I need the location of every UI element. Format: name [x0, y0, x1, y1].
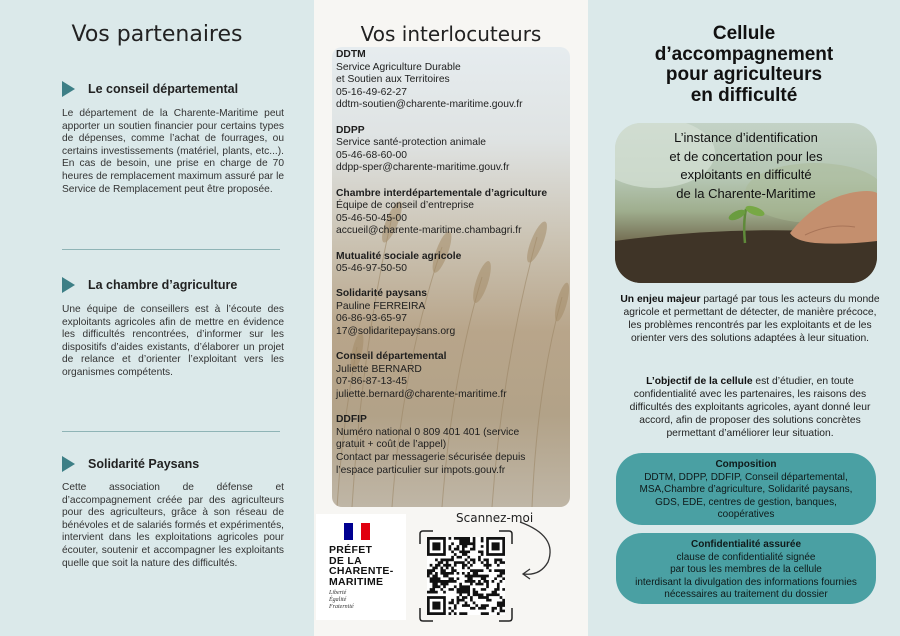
contact-name: DDTM — [336, 49, 366, 60]
section-heading-solidarite — [62, 456, 199, 472]
section-heading-chambre — [62, 277, 237, 293]
contact-line: Pauline FERREIRA — [336, 300, 426, 312]
confidentialite-pill — [616, 533, 876, 604]
partners-column — [0, 0, 314, 636]
motto-line: Égalité — [329, 597, 347, 603]
prefet-line: CHARENTE- — [329, 565, 394, 577]
conf-title: Confidentialité assurée — [690, 539, 802, 550]
heading-text: Solidarité Paysans — [88, 457, 200, 471]
contact-solidarite — [336, 288, 568, 338]
contact-name: DDFIP — [336, 414, 367, 426]
prefet-line: MARITIME — [329, 575, 384, 588]
contact-ddfip — [336, 414, 568, 477]
title-line: d’accompagnement — [654, 43, 834, 65]
contact-email[interactable]: ddpp-sper@charente-maritime.gouv.fr — [336, 162, 510, 174]
section-text-chambre: Une équipe de conseillers est à l’écoute des exploitants agricoles afin de mettre en évidence les difficultés rencontrées, d’informer sur les dispositifs d’aides existants, d’élaborer un projet de relance et d’orienter l’exploitant vers les organismes compétents. — [62, 304, 284, 378]
triangle-bullet-icon — [62, 81, 75, 97]
caption-line: L’instance d’identification — [674, 130, 818, 145]
caption-line: exploitants en difficulté — [680, 167, 812, 182]
caption-line: et de concertation pour les — [669, 148, 823, 164]
contact-email[interactable]: juliette.bernard@charente-maritime.fr — [336, 389, 507, 401]
enjeu-bold: Un enjeu majeur — [620, 294, 701, 305]
section-text-solidarite: Cette association de défense et d’accompagnement créée par des agriculteurs pour des agriculteurs, grâce à son réseau de bénévoles et de salariés formés et expérimentés, intervient dans les exploitations agricoles pour écouter, soutenir et accompagner les exploitants quelle que soit la nature des difficultés. — [62, 482, 284, 569]
contact-phone[interactable]: 05-46-50-45-00 — [336, 212, 407, 224]
contact-name: DDPP — [336, 124, 365, 136]
contact-phone[interactable]: 05-16-49-62-27 — [336, 86, 407, 98]
contact-name: Solidarité paysans — [336, 288, 427, 300]
contact-line: Service santé-protection animale — [336, 137, 486, 149]
conf-line: clause de confidentialité signée — [676, 551, 816, 563]
prefet-motto — [329, 590, 354, 611]
french-flag-icon — [344, 523, 370, 540]
title-line: pour agriculteurs — [665, 64, 823, 85]
contact-email[interactable]: ddtm-soutien@charente-maritime.gouv.fr — [336, 99, 523, 111]
contact-conseil — [336, 351, 568, 401]
heading-text: La chambre d’agriculture — [88, 278, 238, 292]
contact-email[interactable]: 17@solidaritepaysans.org — [336, 326, 456, 338]
triangle-bullet-icon — [62, 456, 75, 472]
contact-line: Équipe de conseil d’entreprise — [336, 200, 474, 212]
contact-phone[interactable]: 05-46-68-60-00 — [336, 149, 407, 161]
contact-phone[interactable]: 07-86-87-13-45 — [336, 376, 407, 388]
contact-list — [336, 49, 568, 490]
prefet-line: PRÉFET — [329, 544, 373, 556]
motto-line: Liberté — [329, 590, 347, 596]
composition-text: DDTM, DDPP, DDFIP, Conseil départemental, MSA,Chambre d’agriculture, Solidarité paysans, GDS, EDE, centres de gestion, banques, coopératives — [639, 471, 853, 520]
composition-pill — [616, 453, 876, 525]
motto-line: Fraternité — [329, 604, 354, 610]
contact-chambre — [336, 188, 568, 238]
contact-line: et Soutien aux Territoires — [336, 74, 450, 86]
seedling-photo — [615, 123, 877, 283]
cellule-title — [588, 24, 900, 106]
contact-line: l’espace particulier sur impots.gouv.fr — [336, 464, 506, 476]
prefet-logo — [316, 514, 406, 620]
scan-label: Scannez-moi — [456, 511, 534, 525]
section-text-conseil: Le département de la Charente-Maritime peut apporter un soutien financier pour certains types de dépenses, comme l’achat de fourrages, ou certains investissements (matériel, plants, etc...). En cas de besoin, une prise en charge de 70 heures de remplacement maximum assuré par le Service de Remplacement peut être proposée. — [62, 108, 284, 195]
contact-line: Contact par messagerie sécurisée depuis — [336, 452, 526, 463]
caption-line: de la Charente-Maritime — [676, 185, 816, 201]
contacts-column — [314, 0, 588, 636]
objectif-paragraph — [618, 375, 882, 440]
curved-arrow-icon — [510, 518, 560, 582]
prefet-line: DE LA — [329, 554, 362, 567]
contact-line: gratuit + coût de l’appel) — [336, 439, 447, 451]
contacts-panel — [332, 47, 570, 507]
divider — [62, 431, 280, 432]
contacts-title: Vos interlocuteurs — [360, 22, 542, 46]
contact-name: Mutualité sociale agricole — [336, 250, 462, 262]
section-heading-conseil — [62, 81, 238, 97]
conf-line: par tous les membres de la cellule — [670, 564, 822, 575]
photo-caption — [615, 129, 877, 203]
contact-msa — [336, 251, 568, 276]
title-line: en difficulté — [690, 84, 798, 106]
partners-title: Vos partenaires — [71, 22, 243, 47]
objectif-bold: L’objectif de la cellule — [646, 376, 753, 387]
contact-line: Service Agriculture Durable — [336, 61, 461, 73]
enjeu-text: partagé par tous les acteurs du monde agricole et permettant de détecter, de manière précoce, les problèmes rencontrés par les exploitants et de les orienter vers des solutions adaptées à leur situation. — [623, 294, 880, 344]
conf-line: nécessaires au traitement du dossier — [664, 589, 828, 600]
contact-name: Chambre interdépartementale d’agriculture — [336, 187, 548, 199]
heading-text: Le conseil départemental — [88, 82, 239, 96]
cellule-column — [588, 0, 900, 636]
qr-code-icon[interactable] — [427, 537, 505, 615]
title-line: Cellule — [712, 23, 776, 44]
composition-title: Composition — [715, 459, 777, 470]
contact-phone[interactable]: 05-46-97-50-50 — [336, 263, 407, 275]
contact-phone[interactable]: 06-86-93-65-97 — [336, 313, 407, 325]
contact-ddpp — [336, 125, 568, 175]
enjeu-paragraph — [618, 293, 882, 345]
contact-email[interactable]: accueil@charente-maritime.chambagri.fr — [336, 225, 522, 237]
triangle-bullet-icon — [62, 277, 75, 293]
prefet-text — [329, 545, 394, 587]
objectif-text: est d’étudier, en toute confidentialité avec les partenaires, les raisons des difficultés des exploitants agricoles, ayant donné leur accord, afin de proposer des solutions concrètes permettant d’améliorer leur situation. — [629, 376, 871, 439]
contact-ddtm — [336, 49, 568, 112]
conf-line: interdisant la divulgation des informations fournies — [635, 576, 857, 588]
qr-code-frame[interactable] — [419, 530, 513, 622]
contact-name: Conseil départemental — [336, 351, 447, 363]
divider — [62, 249, 280, 250]
contact-line: Juliette BERNARD — [336, 363, 422, 375]
contact-line: Numéro national 0 809 401 401 (service — [336, 426, 520, 438]
